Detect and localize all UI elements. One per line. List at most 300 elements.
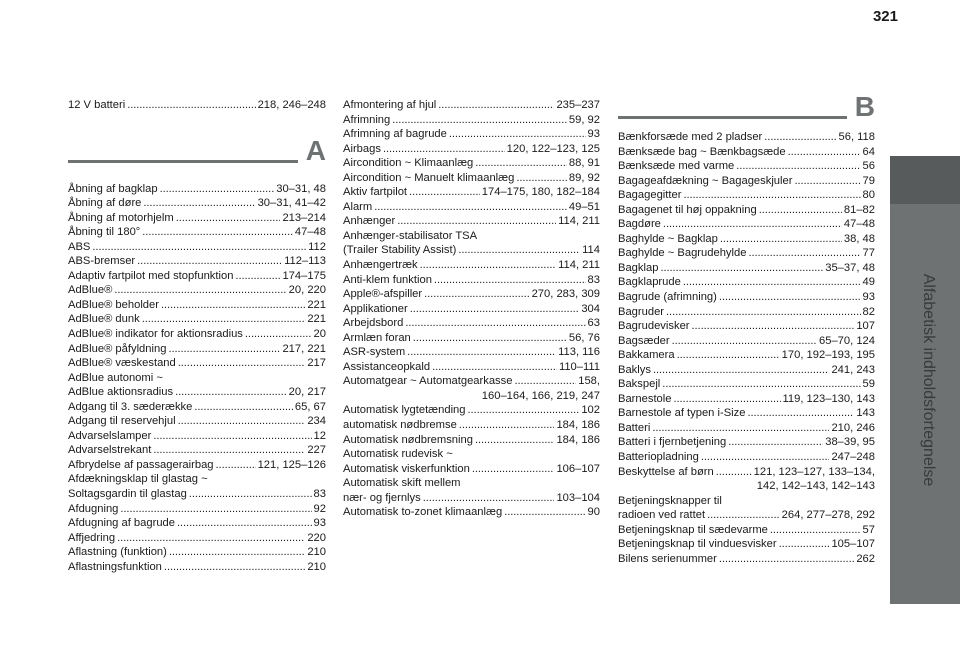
entry-name: Adgang til reservehjul [68, 415, 176, 428]
leader-dots [692, 319, 855, 334]
leader-dots [176, 211, 281, 226]
entry-name: ABS-bremser [68, 255, 136, 268]
index-entry [68, 502, 326, 517]
entry-name: Apple®-afspiller [343, 288, 423, 301]
leader-dots [504, 505, 585, 520]
entry-pages: 227 [307, 444, 326, 457]
entry-name: Bagageafdækning ~ Bagageskjuler [618, 174, 793, 187]
entry-first-line: Automatisk skift mellem [343, 477, 461, 490]
entry-pages: 63 [587, 317, 600, 330]
leader-dots [164, 560, 305, 575]
entry-name: Affjedring [68, 531, 116, 544]
index-entry [68, 429, 326, 444]
leader-dots [161, 298, 305, 313]
leader-dots [178, 356, 306, 371]
leader-dots [168, 342, 280, 357]
entry-pages: 143 [856, 407, 875, 420]
entry-pages: 119, 123–130, 143 [782, 392, 875, 405]
entry-name: Automatisk to-zonet klimaanlæg [343, 506, 503, 519]
entry-pages: 88, 91 [568, 157, 600, 170]
index-entry [343, 433, 600, 448]
entry-name: Åbning af motorhjelm [68, 211, 174, 224]
entry-name: Advarselslamper [68, 429, 152, 442]
leader-dots [432, 360, 557, 375]
entry-name: Aflastningsfunktion [68, 560, 162, 573]
index-entry [343, 505, 600, 520]
entry-name: Afrimning af bagrude [343, 128, 447, 141]
entry-row [343, 316, 600, 331]
entry-pages: 221 [307, 298, 326, 311]
entry-pages: 59, 92 [568, 113, 600, 126]
entry-name: Arbejdsbord [343, 317, 404, 330]
entry-row [343, 273, 600, 288]
leader-dots [175, 385, 287, 400]
leader-dots [666, 305, 861, 320]
entry-row [618, 348, 875, 363]
entry-name: Afrimning [343, 113, 391, 126]
leader-dots [458, 243, 580, 258]
leader-dots [652, 421, 829, 436]
entry-row [618, 523, 875, 538]
entry-pages: 81–82 [843, 203, 875, 216]
leader-dots [194, 400, 293, 415]
entry-row [343, 127, 600, 142]
entry-pages: 59 [862, 378, 875, 391]
leader-dots [423, 491, 555, 506]
entry-pages-continued: 160–164, 166, 219, 247 [481, 389, 600, 402]
entry-name: AdBlue® dunk [68, 313, 140, 326]
index-entry [343, 374, 600, 403]
entry-row [68, 560, 326, 575]
entry-pages: 89, 92 [568, 171, 600, 184]
leader-dots [397, 214, 556, 229]
index-entry [343, 258, 600, 273]
leader-dots [674, 392, 781, 407]
entry-row [618, 275, 875, 290]
index-entry [618, 363, 875, 378]
entry-pages: 213–214 [282, 211, 326, 224]
entry-pages: 106–107 [556, 462, 600, 475]
entry-pages: 65–70, 124 [819, 334, 875, 347]
index-entry [618, 290, 875, 305]
entry-row [618, 290, 875, 305]
entry-pages: 105–107 [831, 538, 875, 551]
entry-pages: 64 [862, 145, 875, 158]
leader-dots [475, 156, 567, 171]
index-entry [68, 516, 326, 531]
entry-row [343, 505, 600, 520]
leader-dots [472, 462, 555, 477]
index-entry [68, 312, 326, 327]
leader-dots [142, 225, 293, 240]
entry-name: AdBlue® beholder [68, 298, 159, 311]
leader-dots [653, 363, 829, 378]
entry-row [68, 98, 326, 113]
index-entry [343, 345, 600, 360]
leader-dots [92, 240, 306, 255]
index-entry [68, 327, 326, 342]
entry-name: nær- og fjernlys [343, 491, 421, 504]
entry-name: Betjeningsknap til sædevarme [618, 523, 768, 536]
entry-row [618, 174, 875, 189]
entry-name: Alarm [343, 200, 373, 213]
entry-name: Bagrude (afrimning) [618, 291, 717, 304]
entry-name: Automatisk viskerfunktion [343, 462, 470, 475]
entry-row [68, 196, 326, 211]
entry-row [68, 254, 326, 269]
leader-dots [216, 458, 256, 473]
entry-pages: 174–175 [282, 269, 326, 282]
index-entry [618, 421, 875, 436]
entry-name: Baklys [618, 363, 651, 376]
index-entry [618, 217, 875, 232]
index-entry [343, 287, 600, 302]
entry-pages: 110–111 [558, 360, 600, 373]
index-entry [68, 342, 326, 357]
entry-row [68, 429, 326, 444]
leader-dots [405, 316, 585, 331]
index-entry [618, 188, 875, 203]
entry-first-line: Betjeningsknapper til [618, 494, 722, 507]
entry-row [343, 360, 600, 375]
entry-row [68, 269, 326, 284]
index-entry [343, 98, 600, 113]
leader-dots [189, 487, 312, 502]
index-entry [618, 465, 875, 494]
entry-name: Afdugning [68, 502, 119, 515]
leader-dots [143, 196, 255, 211]
entry-name: Bænksæde med varme [618, 160, 735, 173]
index-entry [343, 171, 600, 186]
entry-row [618, 435, 875, 450]
entry-row [68, 414, 326, 429]
entry-pages: 247–248 [831, 451, 875, 464]
leader-dots [516, 171, 567, 186]
entry-row [618, 261, 875, 276]
entry-row [343, 374, 600, 389]
entry-name: Bagagegitter [618, 189, 682, 202]
index-entry [618, 319, 875, 334]
leader-dots [409, 185, 480, 200]
leader-dots [153, 429, 311, 444]
entry-name: Bagdøre [618, 218, 661, 231]
entry-name: Afbrydelse af passagerairbag [68, 458, 214, 471]
leader-dots [468, 403, 580, 418]
leader-dots [120, 502, 311, 517]
entry-pages: 30–31, 41–42 [257, 197, 326, 210]
entry-row [68, 283, 326, 298]
entry-row [618, 159, 875, 174]
leader-dots [160, 182, 275, 197]
entry-row [343, 142, 600, 157]
leader-dots [117, 531, 305, 546]
entry-name: Bagklaprude [618, 276, 681, 289]
entry-row [343, 433, 600, 448]
entry-pages: 56 [862, 160, 875, 173]
index-entry [343, 214, 600, 229]
entry-row [68, 225, 326, 240]
entry-row [343, 243, 600, 258]
index-entry [68, 356, 326, 371]
entry-pages: 30–31, 48 [276, 182, 326, 195]
column-2 [343, 98, 600, 520]
letter-header-a [68, 134, 326, 184]
entry-name: Bænksæde bag ~ Bænkbagsæde [618, 145, 786, 158]
leader-dots [383, 142, 505, 157]
index-entry [343, 273, 600, 288]
entry-pages: 112–113 [284, 255, 326, 268]
entry-pages-continued: 142, 142–143, 142–143 [756, 480, 875, 493]
entry-pages: 38–39, 95 [825, 436, 875, 449]
entry-pages: 114, 211 [558, 259, 600, 272]
entry-name: Advarselstrekant [68, 444, 152, 457]
entry-name: Anhænger [343, 215, 396, 228]
leader-dots [410, 302, 580, 317]
entry-pages: 114 [582, 244, 600, 257]
entry-pages: 262 [856, 552, 875, 565]
leader-dots [660, 261, 823, 276]
index-entry [343, 403, 600, 418]
leader-dots [683, 188, 860, 203]
entry-name: Bagagenet til høj oppakning [618, 203, 757, 216]
index-entry [68, 545, 326, 560]
entry-pages: 92 [313, 502, 326, 515]
entry-row [343, 345, 600, 360]
entry-row [68, 342, 326, 357]
index-entry [618, 537, 875, 552]
entry-row [68, 211, 326, 226]
leader-dots [153, 443, 305, 458]
entry-row [343, 98, 600, 113]
leader-dots [788, 145, 861, 160]
letter-a: A [305, 134, 326, 166]
entry-row [618, 145, 875, 160]
index-entry [618, 348, 875, 363]
index-entry [343, 156, 600, 171]
entry-first-line: Automatisk rudevisk ~ [343, 448, 453, 461]
leader-dots [720, 232, 842, 247]
leader-dots [420, 258, 556, 273]
entry-first-line: AdBlue autonomi ~ [68, 371, 163, 384]
entry-name: Bagruder [618, 305, 665, 318]
leader-dots [779, 537, 830, 552]
entry-pages: 120, 122–123, 125 [506, 142, 600, 155]
leader-dots [434, 273, 586, 288]
leader-dots [736, 159, 860, 174]
index-entry [618, 552, 875, 567]
entry-name: Betjeningsknap til vinduesvisker [618, 538, 777, 551]
leader-dots [438, 98, 554, 113]
index-entry [68, 298, 326, 313]
entry-row [343, 418, 600, 433]
index-entry [343, 200, 600, 215]
entry-pages: 20, 217 [288, 386, 326, 399]
leader-dots [748, 246, 860, 261]
entry-row [618, 508, 875, 523]
entry-pages: 56, 118 [838, 131, 875, 143]
entry-row [618, 450, 875, 465]
entry-name: Automatgear ~ Automatgearkasse [343, 375, 513, 388]
leader-dots [374, 200, 567, 215]
index-entry [343, 127, 600, 142]
leader-dots [759, 203, 842, 218]
entry-pages: 57 [862, 523, 875, 536]
index-entry [343, 142, 600, 157]
entry-name: ASR-system [343, 346, 406, 359]
entry-name: Aircondition ~ Manuelt klimaanlæg [343, 171, 515, 184]
leader-dots [663, 217, 842, 232]
entry-name: Åbning af bagklap [68, 182, 158, 195]
entry-pages: 217, 221 [282, 342, 326, 355]
entry-pages: 114, 211 [558, 215, 600, 228]
entry-row [618, 203, 875, 218]
column-3 [618, 91, 875, 566]
entry-row [343, 156, 600, 171]
entry-name: Bagrudevisker [618, 320, 690, 333]
entry-name: AdBlue aktionsradius [68, 386, 174, 399]
index-entry [343, 302, 600, 317]
letter-header-b [618, 91, 875, 140]
entry-row [68, 298, 326, 313]
entry-pages: 12 [313, 429, 326, 442]
entry-pages: 77 [862, 247, 875, 260]
index-entry [68, 458, 326, 473]
entry-name: 12 V batteri [68, 99, 126, 111]
entry-pages: 210, 246 [831, 421, 875, 434]
entry-row [343, 171, 600, 186]
index-entry [68, 182, 326, 197]
leader-dots [127, 98, 255, 113]
entry-row [343, 462, 600, 477]
entry-pages: 210 [307, 560, 326, 573]
index-entry [618, 145, 875, 160]
entry-row [343, 214, 600, 229]
entry-name: Åbning til 180° [68, 226, 141, 239]
leader-dots [672, 334, 817, 349]
entry-pages: 47–48 [294, 226, 326, 239]
entry-name: Afdugning af bagrude [68, 517, 175, 530]
index-entry [68, 400, 326, 415]
entry-pages: 235–237 [556, 99, 600, 111]
entry-name: Assistanceopkald [343, 360, 431, 373]
entry-row [618, 232, 875, 247]
entry-row [343, 331, 600, 346]
entry-name: Batteriopladning [618, 451, 699, 464]
entry-pages: 158, [578, 375, 600, 388]
entry-name: AdBlue® væskestand [68, 357, 176, 370]
leader-dots [235, 269, 280, 284]
leader-dots [475, 433, 554, 448]
entry-name: AdBlue® indikator for aktionsradius [68, 328, 243, 341]
leader-dots [449, 127, 586, 142]
leader-dots [770, 523, 861, 538]
leader-dots [459, 418, 555, 433]
entry-pages: 304 [581, 302, 600, 315]
entry-row [68, 400, 326, 415]
entry-pages: 93 [587, 128, 600, 141]
entry-name: Barnestole af typen i-Size [618, 407, 746, 420]
leader-dots [683, 275, 861, 290]
entry-name: Aircondition ~ Klimaanlæg [343, 157, 474, 170]
index-entry [343, 447, 600, 476]
leader-dots [719, 552, 854, 567]
entry-name: Adgang til 3. sæderække [68, 400, 193, 413]
index-entry [68, 443, 326, 458]
index-entry [343, 185, 600, 200]
leader-dots [728, 435, 823, 450]
leader-dots [707, 508, 780, 523]
index-entry [618, 305, 875, 320]
entry-row [68, 240, 326, 255]
entry-name: Bagklap [618, 261, 659, 274]
index-entry [343, 229, 600, 258]
index-entry [343, 418, 600, 433]
index-entry [618, 523, 875, 538]
entry-pages: 102 [581, 404, 600, 417]
entry-name: Anhængertræk [343, 259, 418, 272]
entry-name: Bænkforsæde med 2 pladser [618, 131, 763, 143]
entry-row [68, 356, 326, 371]
leader-dots [716, 465, 752, 480]
page-number: 321 [872, 8, 898, 25]
entry-name: AdBlue® påfyldning [68, 342, 167, 355]
leader-dots [169, 545, 305, 560]
letter-b: B [854, 91, 875, 122]
entry-row [343, 491, 600, 506]
index-entry [618, 246, 875, 261]
entry-row [343, 258, 600, 273]
index-entry [68, 371, 326, 400]
entry-name: Baghylde ~ Bagrudehylde [618, 247, 747, 260]
entry-pages: 65, 67 [294, 400, 326, 413]
entry-pages: 234 [307, 415, 326, 428]
entry-name: (Trailer Stability Assist) [343, 244, 457, 257]
entry-row [343, 185, 600, 200]
entry-pages: 170, 192–193, 195 [781, 349, 875, 362]
side-label: Alfabetisk indholdsfortegnelse [920, 273, 937, 487]
entry-name: Bagsæder [618, 334, 670, 347]
entry-row [68, 385, 326, 400]
leader-dots [424, 287, 529, 302]
entry-pages: 83 [587, 273, 600, 286]
column-1 [68, 98, 326, 574]
entry-name: radioen ved rattet [618, 509, 706, 522]
entry-row [618, 552, 875, 567]
leader-dots [701, 450, 830, 465]
index-entry [618, 159, 875, 174]
entry-name: Barnestole [618, 392, 672, 405]
entry-pages: 93 [862, 291, 875, 304]
entry-pages: 79 [862, 174, 875, 187]
entry-pages: 121, 125–126 [257, 458, 326, 471]
side-tab-square [890, 156, 960, 204]
entry-name: Automatisk nødbremsning [343, 433, 473, 446]
entry-pages: 217 [307, 357, 326, 370]
index-entry [343, 113, 600, 128]
entry-name: Soltagsgardin til glastag [68, 488, 187, 501]
entry-name: Armlæn foran [343, 331, 411, 344]
index-entry [68, 211, 326, 226]
entry-pages: 184, 186 [556, 419, 600, 432]
entry-name: Airbags [343, 142, 381, 155]
entry-row [343, 200, 600, 215]
entry-pages: 83 [313, 488, 326, 501]
index-entry [618, 406, 875, 421]
entry-first-line: Anhænger-stabilisator TSA [343, 229, 478, 242]
entry-row [68, 312, 326, 327]
leader-dots [662, 377, 860, 392]
entry-name: ABS [68, 240, 91, 253]
